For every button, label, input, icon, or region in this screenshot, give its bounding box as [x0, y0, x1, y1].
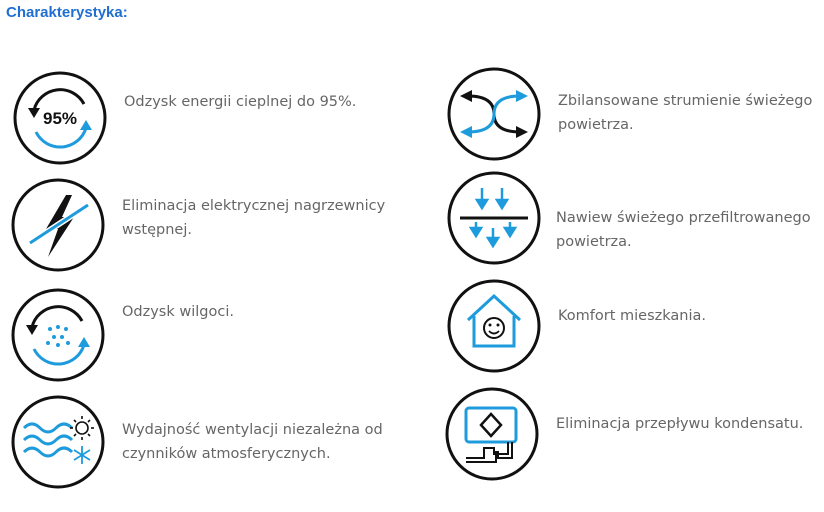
- heat-recovery-95-icon: [12, 70, 108, 166]
- feature-label: Eliminacja przepływu kondensatu.: [556, 416, 804, 432]
- feature-label: Zbilansowane strumienie świeżego powietrza.: [558, 93, 813, 133]
- no-condensate-flow-icon: [444, 386, 540, 482]
- home-comfort-icon: [446, 278, 542, 374]
- feature-label: Odzysk wilgoci.: [122, 304, 234, 320]
- ventilation-efficiency-icon: [10, 394, 106, 490]
- filtered-supply-air-icon: [446, 170, 542, 266]
- feature-label: Wydajność wentylacji niezależna od czynników atmosferycznych.: [122, 422, 383, 462]
- feature-label: Eliminacja elektrycznej nagrzewnicy wstępnej.: [122, 198, 386, 238]
- percent-icon-text: 95%: [42, 109, 78, 128]
- feature-label: Odzysk energii cieplnej do 95%.: [124, 94, 357, 110]
- feature-label: Nawiew świeżego przefiltrowanego powietrza.: [556, 210, 811, 250]
- section-heading: Charakterystyka:: [6, 4, 128, 21]
- balanced-airflow-icon: [446, 66, 542, 162]
- humidity-recovery-icon: [10, 287, 106, 383]
- no-electric-preheater-icon: [10, 177, 106, 273]
- feature-label: Komfort mieszkania.: [558, 308, 706, 324]
